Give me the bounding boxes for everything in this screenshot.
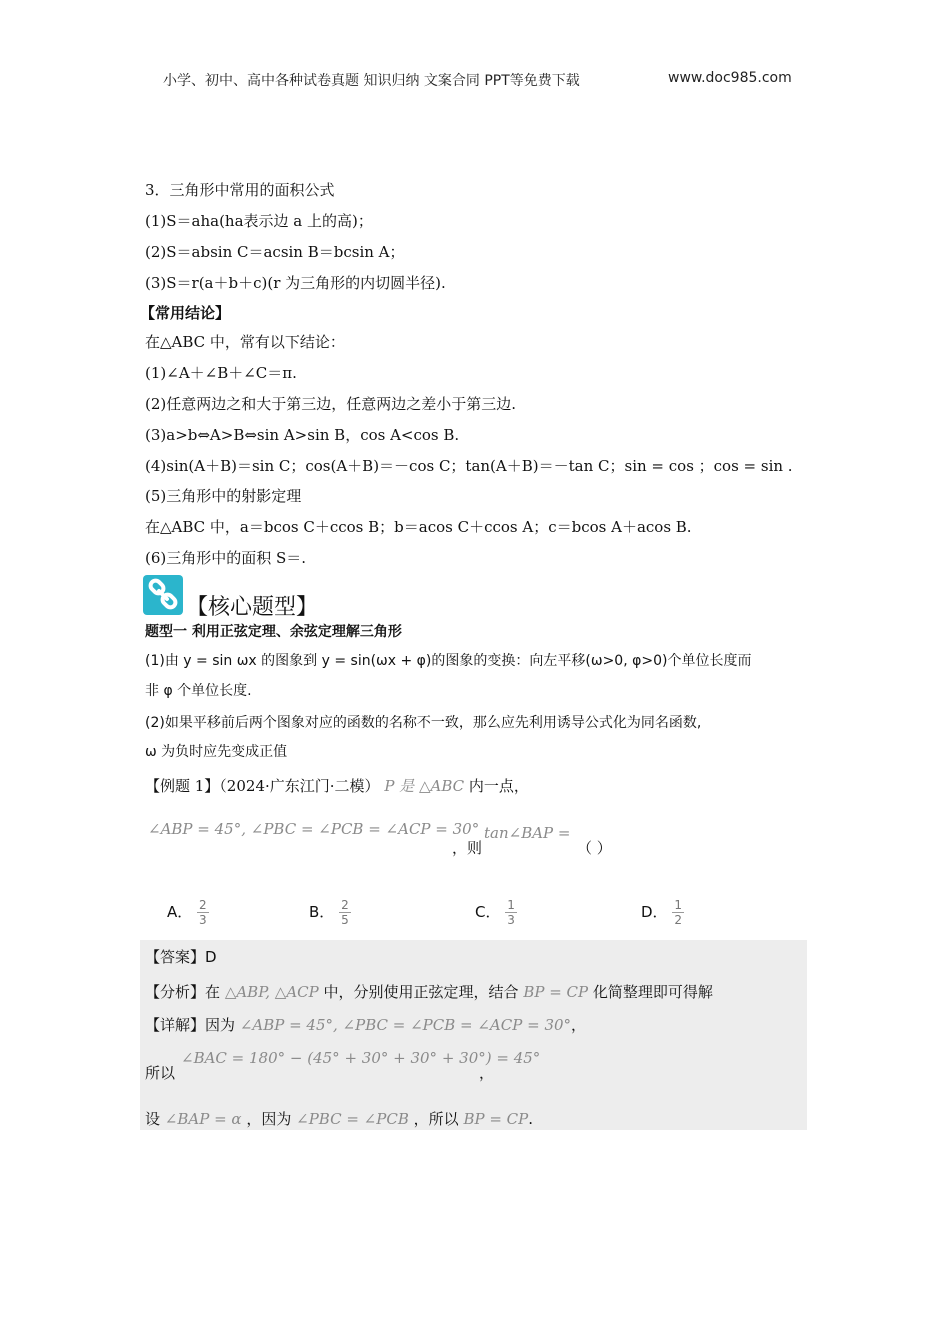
- note-2b: ω 为负时应先变成正值: [145, 744, 288, 760]
- example-blank: （ ）: [577, 839, 612, 857]
- formula-2: (2)S＝absin C＝acsin B＝bcsin A；: [145, 243, 405, 261]
- note-2a: (2)如果平移前后两个图象对应的函数的名称不一致，那么应先利用诱导公式化为同名函数,: [145, 715, 702, 731]
- formula-1: (1)S＝aha(ha表示边 a 上的高)；: [145, 212, 373, 230]
- example-then: ，则: [452, 839, 483, 857]
- conclusion-2: (2)任意两边之和大于第三边，任意两边之差小于第三边.: [145, 395, 517, 413]
- conclusion-5: (5)三角形中的射影定理: [145, 487, 302, 505]
- so-comma: ，: [479, 1064, 495, 1082]
- section3-title: 3．三角形中常用的面积公式: [145, 181, 335, 199]
- conclusions-intro: 在△ABC 中，常有以下结论：: [145, 333, 345, 351]
- answer-line: 【答案】D: [145, 948, 217, 966]
- header-url[interactable]: www.doc985.com: [668, 70, 792, 86]
- option-a[interactable]: A． $\frac{2}{3}$: [167, 898, 207, 927]
- option-c[interactable]: C． $\frac{1}{3}$: [475, 898, 515, 927]
- answer-value: D: [205, 948, 217, 966]
- conclusion-4: (4)sin(A＋B)＝sin C；cos(A＋B)＝－cos C；tan(A＋B)＝－tan C；sin = cos ；cos = sin .: [145, 457, 793, 475]
- set-line: 设 ∠BAP = α ，因为 ∠PBC = ∠PCB ，所以 BP = CP.: [145, 1110, 534, 1128]
- conclusion-6: (6)三角形中的面积 S＝.: [145, 549, 307, 567]
- example-label: 【例题 1】（2024·广东江门·二模） P 是 △ABC 内一点，: [145, 777, 529, 795]
- note-1b: 非 φ 个单位长度.: [145, 683, 252, 699]
- example-angles: ∠ABP = 45°, ∠PBC = ∠PCB = ∠ACP = 30°: [148, 820, 480, 838]
- formula-3: (3)S＝r(a＋b＋c)(r 为三角形的内切圆半径).: [145, 274, 446, 292]
- detail-line: 【详解】因为 ∠ABP = 45°, ∠PBC = ∠PCB = ∠ACP = 30°，: [145, 1016, 587, 1034]
- note-1a: (1)由 y = sin ωx 的图象到 y = sin(ωx + φ)的图象的变换：向左平移(ω>0, φ>0)个单位长度而: [145, 653, 752, 669]
- analysis-line: 【分析】在 △ABP, △ACP 中，分别使用正弦定理，结合 BP = CP 化简整理即可得解: [145, 983, 713, 1001]
- header-text: 小学、初中、高中各种试卷真题 知识归纳 文案合同 PPT等免费下载: [163, 73, 580, 89]
- conclusion-1: (1)∠A＋∠B＋∠C＝π.: [145, 364, 297, 382]
- answer-box: [140, 940, 807, 1130]
- so-label: 所以: [145, 1064, 176, 1082]
- conclusion-5b: 在△ABC 中，a＝bcos C＋ccos B；b＝acos C＋ccos A；c＝bcos A＋acos B.: [145, 518, 692, 536]
- option-b[interactable]: B． $\frac{2}{5}$: [309, 898, 349, 927]
- triangle-abc: △ABC: [418, 777, 465, 795]
- link-icon: [143, 575, 183, 615]
- type1-title: 题型一 利用正弦定理、余弦定理解三角形: [145, 624, 402, 640]
- conclusion-3: (3)a>b⇔A>B⇔sin A>sin B，cos A<cos B.: [145, 426, 460, 444]
- core-title: 【核心题型】: [186, 595, 319, 620]
- example-tan: tan∠BAP =: [484, 824, 571, 842]
- point-p: P 是: [384, 777, 415, 795]
- conclusions-title: 【常用结论】: [140, 304, 231, 322]
- option-d[interactable]: D． $\frac{1}{2}$: [641, 898, 682, 927]
- so-equation: ∠BAC = 180° − (45° + 30° + 30° + 30°) = 45°: [181, 1049, 541, 1067]
